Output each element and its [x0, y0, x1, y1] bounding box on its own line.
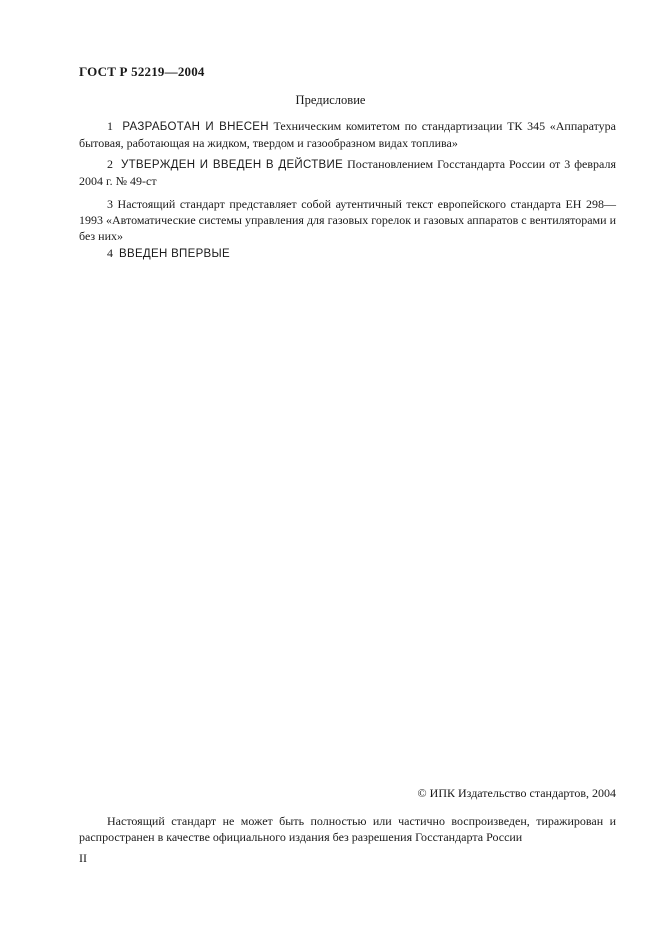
document-id: ГОСТ Р 52219—2004 — [79, 64, 205, 79]
page-number: II — [79, 851, 87, 865]
paragraph-1-number: 1 — [107, 119, 113, 133]
paragraph-1 — [79, 118, 616, 151]
paragraph-1-lead: РАЗРАБОТАН И ВНЕСЕН — [122, 121, 269, 133]
copyright-line: © ИПК Издательство стандартов, 2004 — [417, 786, 616, 800]
paragraph-3-text: Настоящий стандарт представляет собой аутентичный текст европейского стандарта ЕН 298—1993 «Автоматические системы управления для газовых горелок и газовых аппаратов с вентиляторами и без них» — [79, 197, 616, 243]
section-title: Предисловие — [295, 93, 366, 107]
paragraph-4 — [79, 245, 616, 262]
paragraph-2-text: Постановлением Госстандарта России от 3 февраля 2004 г. № 49-ст — [79, 157, 616, 188]
reproduction-notice-text: Настоящий стандарт не может быть полностью или частично воспроизведен, тиражирован и распространен в качестве официального издания без разрешения Госстандарта России — [79, 814, 616, 844]
paragraph-3 — [79, 196, 616, 244]
paragraph-4-number: 4 — [107, 246, 113, 260]
paragraph-2 — [79, 156, 616, 189]
paragraph-2-number: 2 — [107, 157, 113, 171]
paragraph-1-text: Техническим комитетом по стандартизации ТК 345 «Аппаратура бытовая, работающая на жидком, твердом и газообразном видах топлива» — [79, 119, 617, 150]
paragraph-2-lead: УТВЕРЖДЕН И ВВЕДЕН В ДЕЙСТВИЕ — [121, 159, 344, 171]
paragraph-3-number: 3 — [107, 197, 113, 211]
paragraph-4-lead: ВВЕДЕН ВПЕРВЫЕ — [119, 248, 230, 260]
reproduction-notice — [79, 813, 616, 845]
